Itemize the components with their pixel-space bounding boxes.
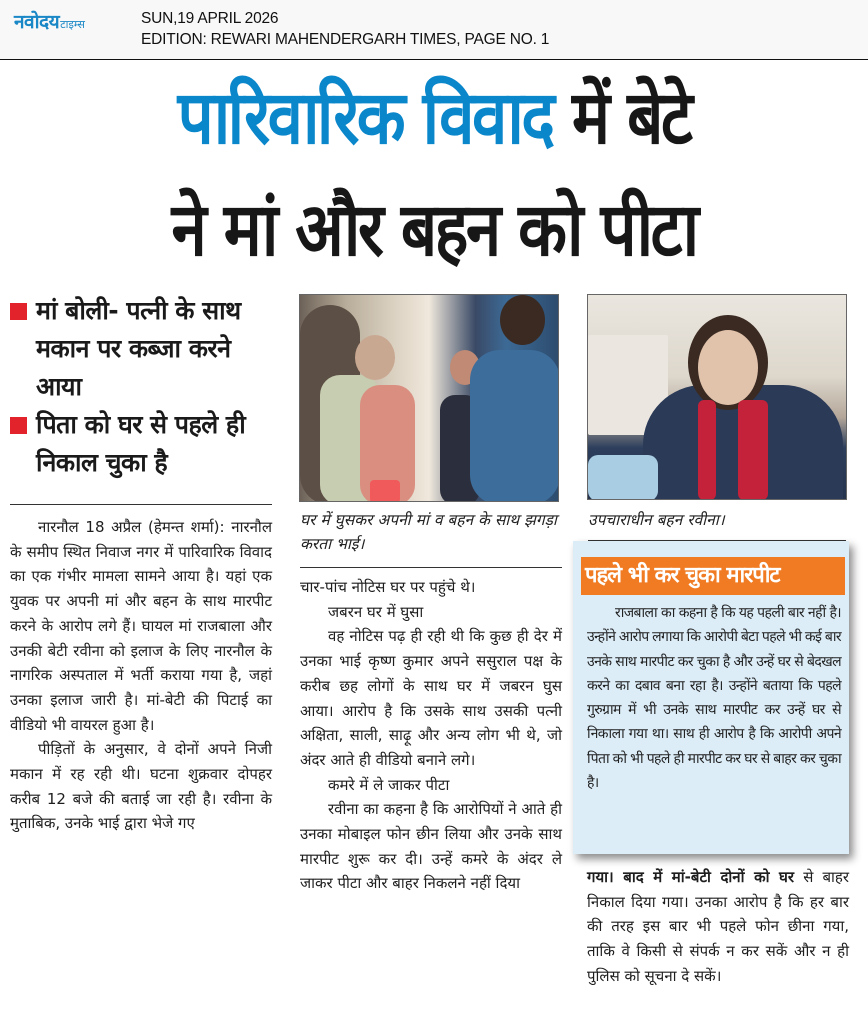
headline-line-1-rest: में बेटे — [572, 75, 691, 161]
edition-info — [141, 8, 549, 50]
article-paragraph: पीड़ितों के अनुसार, वे दोनों अपने निजी मकान में रह रही थी। घटना शुक्रवार दोपहर करीब 12 बजे की बताई जा रही है। रवीना के मुताबिक, उनके भाई द्वारा भेजे गए — [10, 740, 272, 833]
headline-line-2: ने मां और बहन को पीटा — [171, 187, 697, 273]
sidebar-box-title: पहले भी कर चुका मारपीट — [581, 557, 845, 595]
divider — [10, 504, 272, 505]
article-paragraph: चार-पांच नोटिस घर पर पहुंचे थे। — [300, 578, 476, 596]
red-square-bullet-icon — [10, 417, 27, 434]
photo-caption: घर में घुसकर अपनी मां व बहन के साथ झगड़ा करता भाई। — [300, 511, 557, 553]
article-column-1 — [10, 515, 272, 836]
subhead-text: मां बोली- पत्नी के साथ मकान पर कब्जा करने आया — [36, 296, 241, 401]
headline — [0, 62, 868, 286]
article-paragraph: वह नोटिस पढ़ ही रही थी कि कुछ ही देर में उनका भाई कृष्ण कुमार अपने ससुराल पक्ष के करीब छह लोगों के साथ घर में जबरन घुस आया। आरोप है कि उसके साथ उसकी पत्नी अक्षिता, साली, साढ़ू और अन्य लोग भी थे, जो अंदर आते ही वीडियो बनाने लगे। — [300, 627, 562, 769]
article-column-2 — [300, 575, 562, 896]
divider — [300, 567, 562, 568]
newspaper-logo — [14, 8, 85, 34]
edition-date: SUN,19 APRIL 2026 — [141, 10, 279, 27]
article-subtitle: कमरे में ले जाकर पीटा — [328, 775, 450, 794]
article-bold-lead: गया। बाद में मां-बेटी दोनों को घर — [587, 868, 795, 886]
subhead-text: पिता को घर से पहले ही निकाल चुका है — [36, 410, 246, 477]
subheads — [10, 292, 272, 482]
edition-header — [0, 0, 868, 60]
logo-sub-text: टाइम्स — [60, 18, 85, 31]
headline-line-1 — [61, 62, 807, 174]
subhead-item — [10, 406, 272, 482]
red-square-bullet-icon — [10, 303, 27, 320]
headline-highlight: पारिवारिक विवाद — [177, 75, 553, 161]
edition-name: EDITION: REWARI MAHENDERGARH TIMES, PAGE NO. 1 — [141, 31, 550, 48]
article-paragraph: से बाहर निकाल दिया गया। उनका आरोप है कि हर बार की तरह इस बार भी पहले फोन छीना गया, ताकि वे किसी से संपर्क न कर सकें और न ही पुलिस को सूचना दे सकें। — [587, 868, 849, 985]
sidebar-box — [573, 541, 849, 854]
photo-family-quarrel — [299, 294, 559, 502]
logo-main-text: नवोदय — [14, 11, 60, 33]
article-subtitle: जबरन घर में घुसा — [328, 602, 424, 621]
photo-caption: उपचाराधीन बहन रवीना। — [588, 511, 725, 529]
subhead-item — [10, 292, 272, 406]
article-paragraph: नारनौल 18 अप्रैल (हेमन्त शर्मा): नारनौल के समीप स्थित निवाज नगर में पारिवारिक विवाद का एक गंभीर मामला सामने आया है। यहां एक युवक पर अपनी मां और बहन के साथ मारपीट करने के आरोप लगे हैं। घायल मां राजबाला और उनकी बेटी रवीना को इलाज के लिए नारनौल के नागरिक अस्पताल में भर्ती कराया गया है, जहां उनका इलाज जारी है। मां-बेटी की पिटाई का वीडियो भी वायरल हुआ है। — [10, 518, 272, 734]
photo-injured-sister — [587, 294, 847, 500]
article-column-3 — [587, 865, 849, 989]
article-paragraph: रवीना का कहना है कि आरोपियों ने आते ही उनका मोबाइल फोन छीन लिया और उनके साथ मारपीट शुरू कर दी। उन्हें कमरे के अंदर ले जाकर पीटा और बाहर निकलने नहीं दिया — [300, 800, 562, 893]
sidebar-box-body: राजबाला का कहना है कि यह पहली बार नहीं है। उन्होंने आरोप लगाया कि आरोपी बेटा पहले भी कई बार उनके साथ मारपीट कर चुका है और उन्हें घर से बेदखल करने का दबाव बना रहा है। उन्होंने बताया कि पहले गुरुग्राम में भी उनके साथ मारपीट कर उन्हें घर से निकाला गया था। साथ ही आरोप है कि आरोपी अपने पिता को भी पहले ही मारपीट कर घर से बाहर कर चुका है। — [587, 605, 841, 792]
